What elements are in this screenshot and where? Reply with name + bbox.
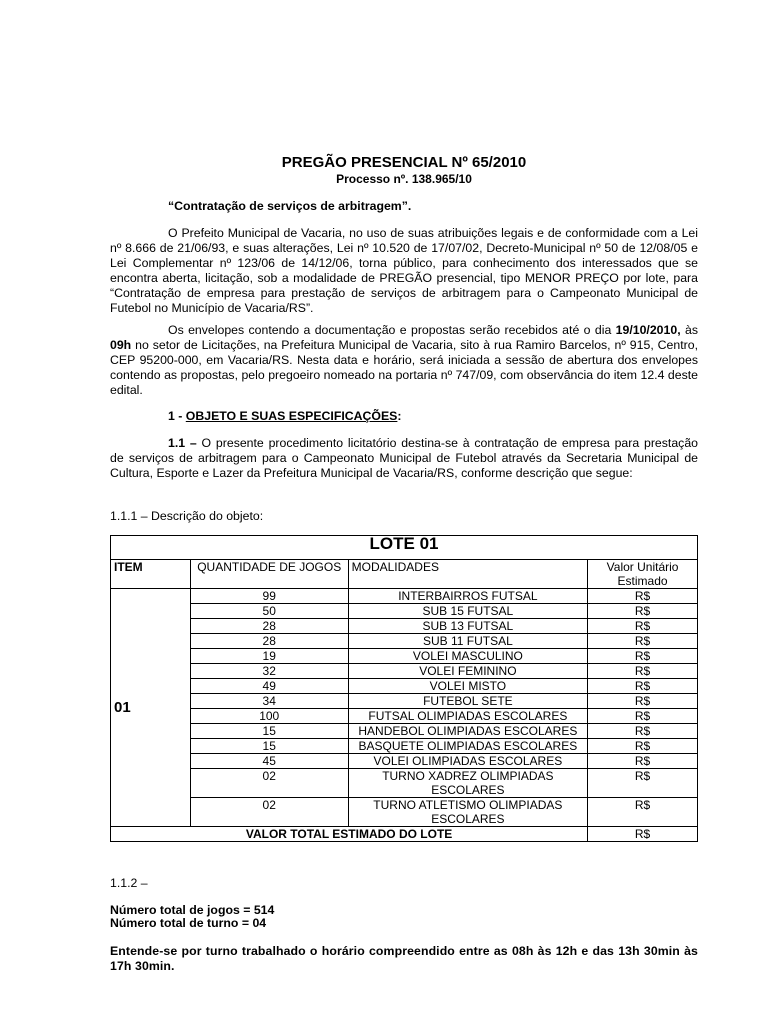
unit-value-cell: R$ bbox=[588, 798, 698, 827]
total-games: Número total de jogos = 514 bbox=[110, 903, 275, 917]
unit-value-cell: R$ bbox=[588, 664, 698, 679]
lote-table bbox=[110, 535, 698, 842]
modality-cell: SUB 15 FUTSAL bbox=[348, 604, 588, 619]
unit-value-cell: R$ bbox=[588, 724, 698, 739]
table-row bbox=[111, 619, 698, 634]
envelopes-text-1: Os envelopes contendo a documentação e propostas serão recebidos até o dia bbox=[168, 323, 616, 337]
envelopes-paragraph bbox=[110, 323, 698, 398]
section-1-colon: : bbox=[397, 409, 402, 423]
total-turns: Número total de turno = 04 bbox=[110, 916, 267, 930]
header-quantity: QUANTIDADE DE JOGOS bbox=[190, 560, 348, 589]
unit-value-cell: R$ bbox=[588, 634, 698, 649]
table-row bbox=[111, 709, 698, 724]
unit-value-cell: R$ bbox=[588, 754, 698, 769]
unit-value-cell: R$ bbox=[588, 769, 698, 798]
modality-cell: FUTEBOL SETE bbox=[348, 694, 588, 709]
quantity-cell: 45 bbox=[190, 754, 348, 769]
quantity-cell: 02 bbox=[190, 769, 348, 798]
unit-value-cell: R$ bbox=[588, 649, 698, 664]
table-row bbox=[111, 649, 698, 664]
quantity-cell: 34 bbox=[190, 694, 348, 709]
total-row bbox=[111, 827, 698, 842]
modality-cell: VOLEI MISTO bbox=[348, 679, 588, 694]
modality-cell: SUB 13 FUTSAL bbox=[348, 619, 588, 634]
table-row bbox=[111, 694, 698, 709]
item-1-1-label: 1.1 – bbox=[168, 436, 197, 450]
quantity-cell: 15 bbox=[190, 739, 348, 754]
envelopes-date: 19/10/2010, bbox=[615, 323, 681, 337]
envelopes-text-2: às bbox=[680, 323, 698, 337]
total-value: R$ bbox=[588, 827, 698, 842]
turn-definition: Entende-se por turno trabalhado o horário compreendido entre as 08h às 12h e das 13h 30min às 17h 30min. bbox=[110, 944, 698, 973]
section-1-number: 1 - bbox=[168, 409, 186, 423]
unit-value-cell: R$ bbox=[588, 679, 698, 694]
subject-line: “Contratação de serviços de arbitragem”. bbox=[168, 199, 412, 213]
lote-title: LOTE 01 bbox=[111, 536, 698, 560]
quantity-cell: 19 bbox=[190, 649, 348, 664]
quantity-cell: 99 bbox=[190, 589, 348, 604]
quantity-cell: 15 bbox=[190, 724, 348, 739]
modality-cell: VOLEI OLIMPIADAS ESCOLARES bbox=[348, 754, 588, 769]
modality-cell: VOLEI FEMININO bbox=[348, 664, 588, 679]
total-label: VALOR TOTAL ESTIMADO DO LOTE bbox=[111, 827, 588, 842]
unit-value-cell: R$ bbox=[588, 589, 698, 604]
item-1-1-text: O presente procedimento licitatório destina-se à contratação de empresa para prestação de serviços de arbitragem para o Campeonato Municipal de Futebol através da Secretaria Municipal de Cultura, Esporte e Lazer da Prefeitura Municipal de Vacaria/RS, conforme descrição que segue: bbox=[110, 436, 699, 480]
table-row bbox=[111, 604, 698, 619]
quantity-cell: 100 bbox=[190, 709, 348, 724]
quantity-cell: 32 bbox=[190, 664, 348, 679]
item-number: 01 bbox=[111, 589, 191, 827]
section-1-heading bbox=[110, 409, 698, 424]
quantity-cell: 28 bbox=[190, 634, 348, 649]
table-row bbox=[111, 754, 698, 769]
modality-cell: HANDEBOL OLIMPIADAS ESCOLARES bbox=[348, 724, 588, 739]
header-item: ITEM bbox=[111, 560, 191, 589]
intro-paragraph: O Prefeito Municipal de Vacaria, no uso de suas atribuições legais e de conformidade com a Lei nº 8.666 de 21/06/93, e suas alterações, Lei nº 10.520 de 17/07/02, Decreto-Municipal nº 50 de 12/08/05 e Lei Complementar nº 123/06 de 14/12/06, torna público, para conhecimento dos interessados que se encontra aberta, licitação, sob a modalidade de PREGÃO presencial, tipo MENOR PREÇO por lote, para “Contratação de empresa para prestação de serviços de arbitragem para o Campeonato Municipal de Futebol no Município de Vacaria/RS”. bbox=[110, 226, 698, 315]
modality-cell: TURNO XADREZ OLIMPIADAS ESCOLARES bbox=[348, 769, 588, 798]
table-row bbox=[111, 664, 698, 679]
table-row bbox=[111, 724, 698, 739]
unit-value-cell: R$ bbox=[588, 694, 698, 709]
process-number: Processo nº. 138.965/10 bbox=[336, 172, 472, 186]
item-1-1-paragraph bbox=[110, 436, 698, 481]
document-title: PREGÃO PRESENCIAL Nº 65/2010 bbox=[281, 154, 527, 171]
header-modality: MODALIDADES bbox=[348, 560, 588, 589]
header-unit-value: Valor Unitário Estimado bbox=[588, 560, 698, 589]
section-1-title: OBJETO E SUAS ESPECIFICAÇÕES bbox=[185, 409, 398, 423]
quantity-cell: 49 bbox=[190, 679, 348, 694]
quantity-cell: 02 bbox=[190, 798, 348, 827]
quantity-cell: 28 bbox=[190, 619, 348, 634]
envelopes-time: 09h bbox=[110, 338, 132, 352]
unit-value-cell: R$ bbox=[588, 604, 698, 619]
unit-value-cell: R$ bbox=[588, 709, 698, 724]
unit-value-cell: R$ bbox=[588, 619, 698, 634]
table-row bbox=[111, 769, 698, 798]
modality-cell: FUTSAL OLIMPIADAS ESCOLARES bbox=[348, 709, 588, 724]
table-row bbox=[111, 589, 698, 604]
quantity-cell: 50 bbox=[190, 604, 348, 619]
item-1-1-1: 1.1.1 – Descrição do objeto: bbox=[110, 509, 264, 523]
unit-value-cell: R$ bbox=[588, 739, 698, 754]
table-row bbox=[111, 634, 698, 649]
modality-cell: SUB 11 FUTSAL bbox=[348, 634, 588, 649]
envelopes-text-3: no setor de Licitações, na Prefeitura Municipal de Vacaria, sito à rua Ramiro Barcelos, nº 915, Centro, CEP 95200-000, em Vacaria/RS. Nesta data e horário, será iniciada a sessão de abertura dos envelopes contendo as propostas, pelo pregoeiro nomeado na portaria nº 747/09, com observância do item 12.4 deste edital. bbox=[110, 338, 698, 397]
item-1-1-2: 1.1.2 – bbox=[110, 876, 148, 890]
table-row bbox=[111, 798, 698, 827]
modality-cell: TURNO ATLETISMO OLIMPIADAS ESCOLARES bbox=[348, 798, 588, 827]
table-row bbox=[111, 679, 698, 694]
modality-cell: INTERBAIRROS FUTSAL bbox=[348, 589, 588, 604]
table-row bbox=[111, 739, 698, 754]
modality-cell: BASQUETE OLIMPIADAS ESCOLARES bbox=[348, 739, 588, 754]
modality-cell: VOLEI MASCULINO bbox=[348, 649, 588, 664]
